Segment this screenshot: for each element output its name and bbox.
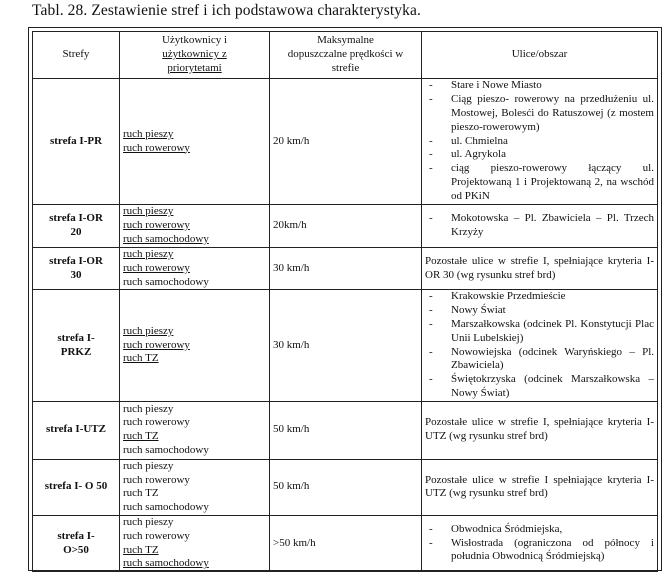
speed-value: 50 km/h: [273, 423, 310, 436]
streets-text: Pozostałe ulice w strefie I, spełniające kryteria I-OR 30 (wg rysunku stref brd): [425, 254, 654, 281]
user-type: ruch samochodowy: [123, 275, 209, 288]
user-type: ruch rowerowy: [123, 338, 190, 351]
street-item: - Stare i Nowe Miasto: [425, 79, 654, 93]
zone-cell: [33, 290, 120, 401]
user-type: ruch rowerowy: [123, 219, 190, 232]
table-caption: Tabl. 28. Zestawienie stref i ich podstawowa charakterystyka.: [32, 2, 421, 19]
users-cell: [120, 248, 270, 290]
header-speed-line2: dopuszczalne prędkości w: [287, 48, 404, 61]
header-row: [33, 32, 658, 79]
streets-text: Pozostałe ulice w strefie I spełniające kryteria I-UTZ (wg rysunku stref brd): [425, 473, 654, 500]
users-cell: [120, 401, 270, 459]
streets-cell: [422, 79, 658, 205]
street-item: - Obwodnica Śródmiejska,: [425, 523, 654, 537]
speed-cell: [270, 205, 422, 248]
header-streets: [422, 32, 658, 79]
table-row: [33, 205, 658, 248]
zone-cell: [33, 248, 120, 290]
zone-label: strefa I- O 50: [44, 480, 108, 493]
street-item: - ciąg pieszo-rowerowy łączący ul. Projektowaną 1 i Projektowaną 2, na wschód od PKiN: [425, 162, 654, 203]
zone-cell: [33, 459, 120, 515]
zone-cell: [33, 79, 120, 205]
user-type: ruch pieszy: [123, 402, 174, 415]
streets-cell: [422, 401, 658, 459]
header-speed-line3: strefie: [331, 61, 360, 74]
users-cell: [120, 290, 270, 401]
street-item: - Krakowskie Przedmieście: [425, 290, 654, 304]
user-type: ruch pieszy: [123, 459, 174, 472]
street-item: - Świętokrzyska (odcinek Marszałkowska – Nowy Świat): [425, 373, 654, 401]
streets-cell: [422, 205, 658, 248]
header-speed-line1: Maksymalne: [317, 34, 374, 47]
street-item: - Nowy Świat: [425, 304, 654, 318]
table-row: [33, 79, 658, 205]
user-type: ruch TZ: [123, 543, 159, 556]
table-row: [33, 290, 658, 401]
user-type: ruch rowerowy: [123, 141, 190, 154]
user-type: ruch rowerowy: [123, 473, 190, 486]
zone-cell: [33, 205, 120, 248]
speed-cell: [270, 79, 422, 205]
speed-cell: [270, 459, 422, 515]
streets-cell: [422, 248, 658, 290]
speed-value: 20km/h: [273, 219, 307, 232]
street-item: - Nowowiejska (odcinek Waryńskiego – Pl. Zbawiciela): [425, 346, 654, 374]
zone-label: strefa I-PR: [49, 134, 103, 147]
user-type: ruch pieszy: [123, 324, 174, 337]
zone-label: strefa I-OR: [49, 212, 103, 225]
zone-label: strefa I-: [57, 331, 95, 344]
zone-cell: [33, 515, 120, 571]
user-type: ruch rowerowy: [123, 416, 190, 429]
header-zones: [33, 32, 120, 79]
zone-label: strefa I-UTZ: [46, 423, 106, 436]
streets-text: Pozostałe ulice w strefie I, spełniające kryteria I-UTZ (wg rysunku stref brd): [425, 416, 654, 443]
user-type: ruch pieszy: [123, 515, 174, 528]
table-row: [33, 248, 658, 290]
table-row: [33, 401, 658, 459]
user-type: ruch samochodowy: [123, 444, 209, 457]
zone-label-suffix: 20: [70, 226, 82, 238]
zone-cell: [33, 401, 120, 459]
streets-cell: [422, 290, 658, 401]
user-type: ruch pieszy: [123, 205, 174, 218]
user-type: ruch TZ: [123, 430, 159, 443]
user-type: ruch pieszy: [123, 248, 174, 260]
speed-value: 30 km/h: [273, 261, 310, 274]
speed-value: 30 km/h: [273, 338, 310, 351]
street-item: - Wisłostrada (ograniczona od północy i południa Obwodnicą Śródmiejską): [425, 537, 654, 565]
users-cell: [120, 515, 270, 571]
user-type: ruch samochodowy: [123, 501, 209, 514]
header-speed: [270, 32, 422, 79]
speed-cell: [270, 401, 422, 459]
user-type: ruch samochodowy: [123, 232, 209, 245]
streets-cell: [422, 459, 658, 515]
header-zones-label: Strefy: [62, 48, 90, 61]
street-item: - Marszałkowska (odcinek Pl. Konstytucji Plac Unii Lubelskiej): [425, 318, 654, 346]
street-item: - ul. Chmielna: [425, 135, 654, 149]
speed-value: 50 km/h: [273, 480, 310, 493]
header-users: [120, 32, 270, 79]
users-cell: [120, 205, 270, 248]
zones-table: [32, 31, 658, 572]
streets-cell: [422, 515, 658, 571]
street-item: - Ciąg pieszo- rowerowy na przedłużeniu ul. Mostowej, Bolesći do Ratuszowej (z mostem pieszo-rowerowym): [425, 93, 654, 134]
user-type: ruch pieszy: [123, 127, 174, 140]
street-item: - ul. Agrykola: [425, 148, 654, 162]
zone-label: strefa I-: [57, 529, 95, 542]
users-cell: [120, 459, 270, 515]
user-type: ruch rowerowy: [123, 529, 190, 542]
speed-value: >50 km/h: [273, 536, 316, 549]
user-type: ruch TZ: [123, 487, 159, 500]
street-item: - Mokotowska – Pl. Zbawiciela – Pl. Trzech Krzyży: [425, 212, 654, 240]
users-cell: [120, 79, 270, 205]
zone-label: strefa I-OR: [49, 254, 103, 267]
speed-value: 20 km/h: [273, 134, 310, 147]
user-type: ruch TZ: [123, 352, 159, 365]
zone-label-suffix: PRKZ: [60, 345, 92, 358]
speed-cell: [270, 515, 422, 571]
header-users-line2: użytkownicy z: [162, 48, 227, 61]
speed-cell: [270, 290, 422, 401]
table-row: [33, 459, 658, 515]
user-type: ruch samochodowy: [123, 557, 209, 570]
speed-cell: [270, 248, 422, 290]
header-streets-label: Ulice/obszar: [511, 48, 568, 61]
header-users-line1: Użytkownicy i: [161, 34, 228, 47]
zone-label-suffix: O>50: [63, 543, 89, 556]
user-type: ruch rowerowy: [123, 261, 190, 274]
zone-label-suffix: 30: [70, 268, 82, 281]
table-row: [33, 515, 658, 571]
header-users-line3: priorytetami: [167, 61, 222, 74]
